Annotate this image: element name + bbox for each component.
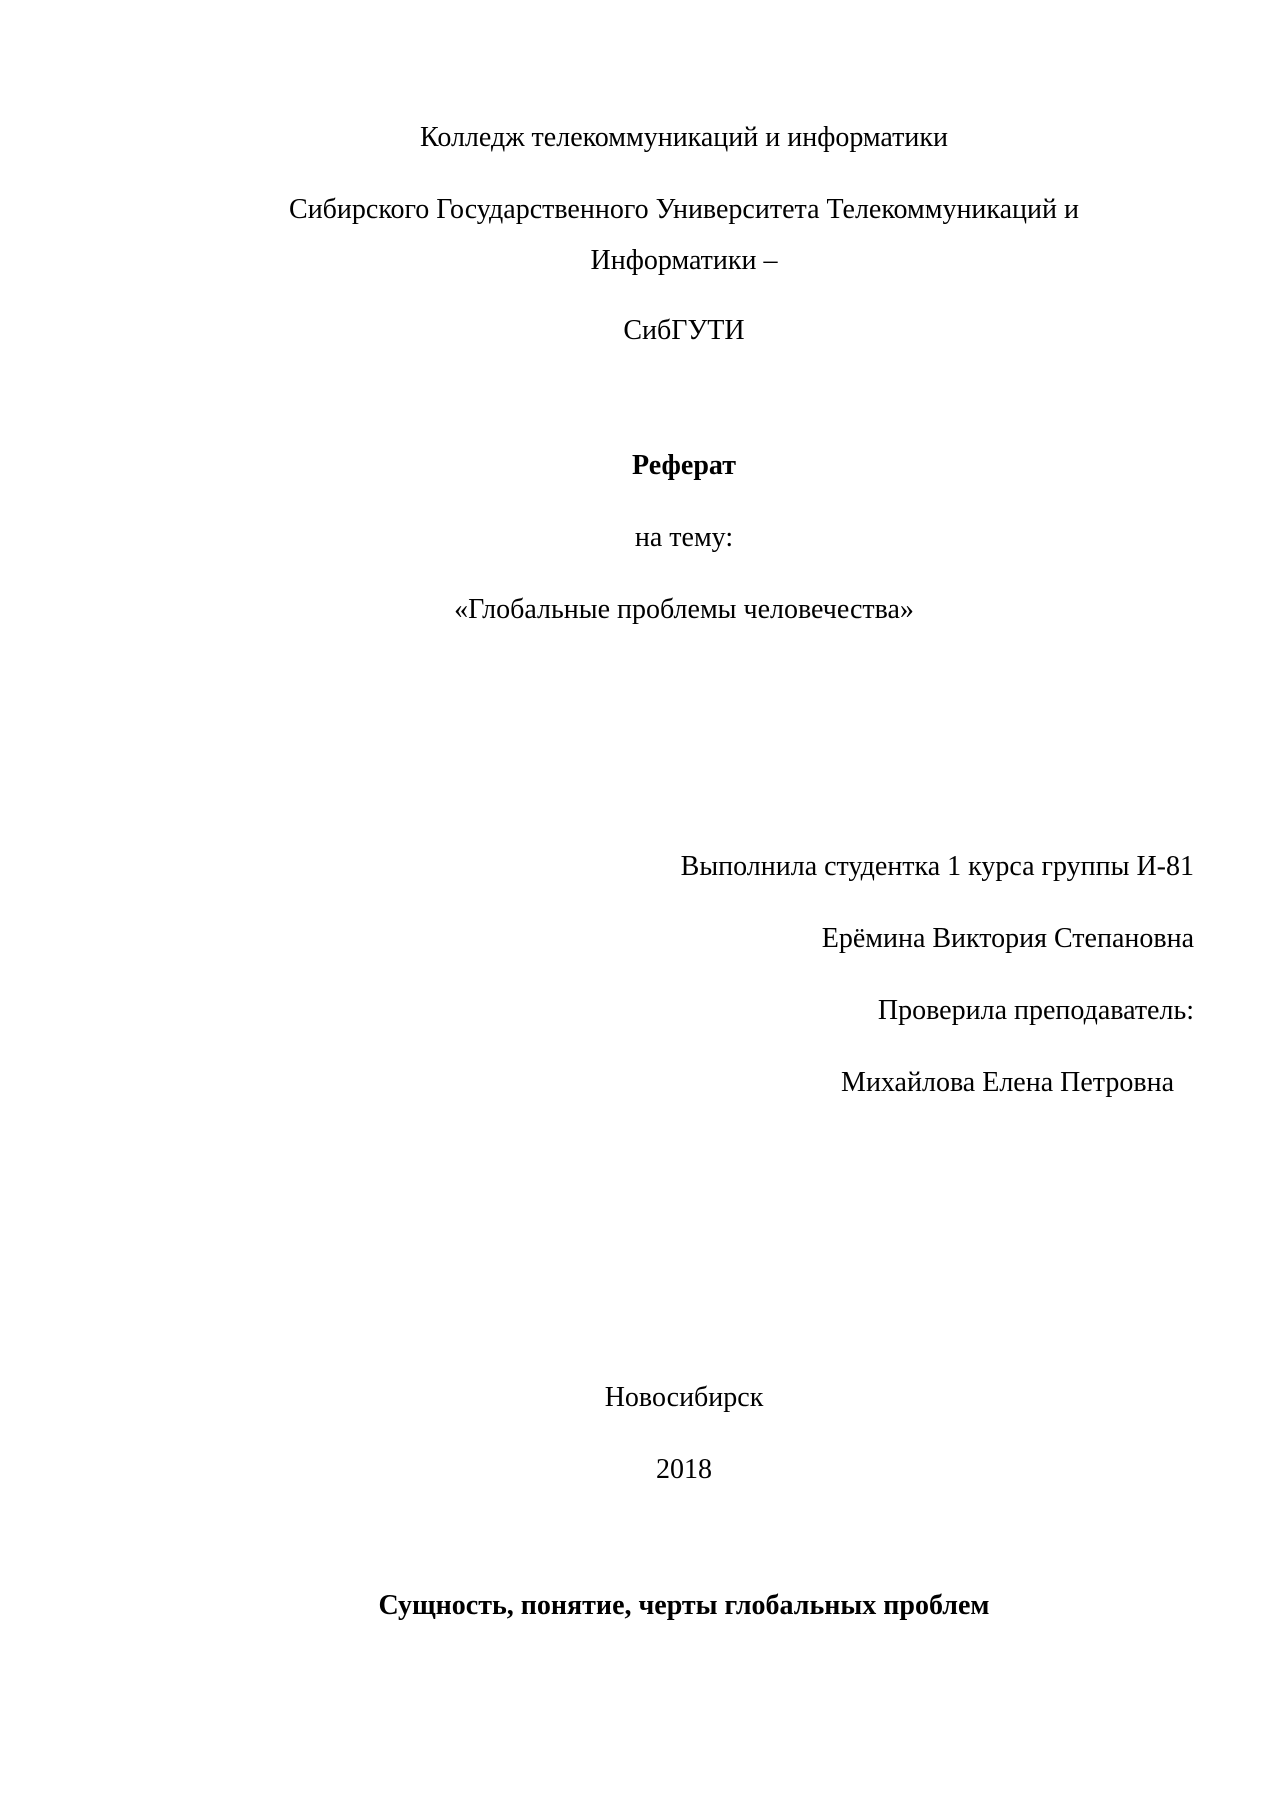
document-title: Реферат [632, 450, 736, 481]
college-name: Колледж телекоммуникаций и информатики [420, 122, 948, 153]
university-abbreviation: СибГУТИ [623, 315, 745, 346]
university-name-line1: Сибирского Государственного Университета Телекоммуникаций и [289, 194, 1079, 225]
city: Новосибирск [604, 1382, 764, 1413]
student-name: Ерёмина Виктория Степановна [821, 923, 1194, 954]
document-subtitle: на тему: [634, 522, 734, 553]
performed-by-line: Выполнила студентка 1 курса группы И-81 [680, 851, 1194, 882]
year: 2018 [656, 1454, 712, 1485]
university-name-line2: Информатики – [590, 245, 778, 276]
checked-by-line: Проверила преподаватель: [877, 995, 1194, 1026]
teacher-name: Михайлова Елена Петровна [841, 1067, 1174, 1098]
section-heading: Сущность, понятие, черты глобальных проблем [378, 1590, 990, 1621]
document-topic: «Глобальные проблемы человечества» [454, 594, 914, 625]
